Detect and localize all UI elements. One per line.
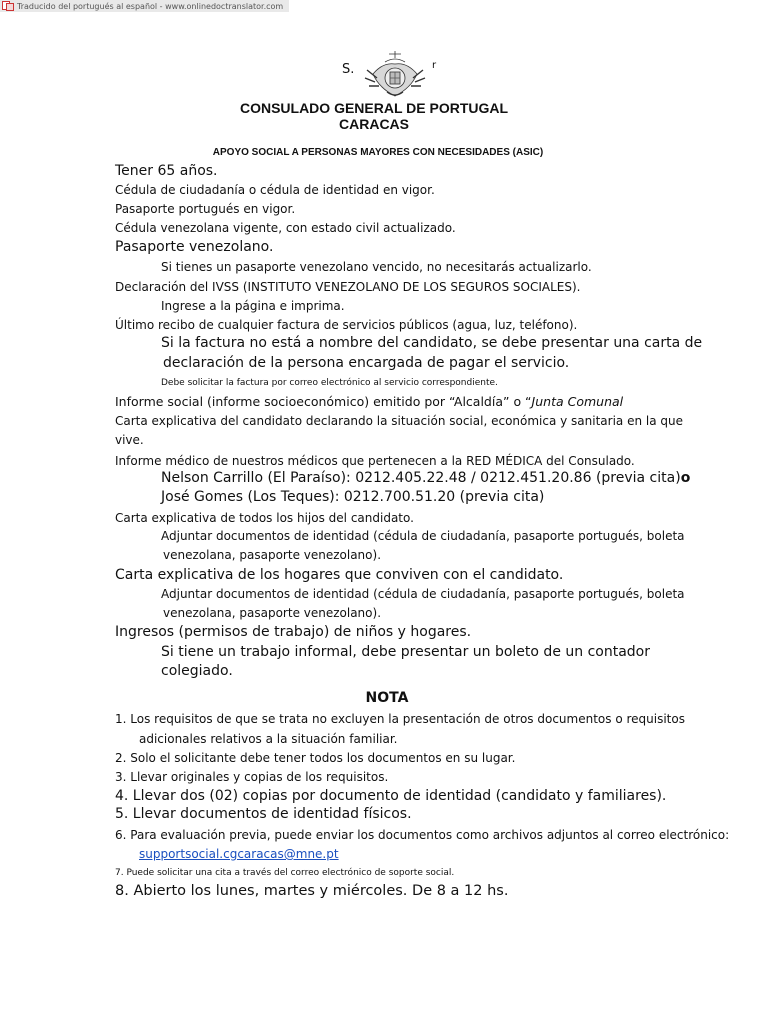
seal-left-text: S.	[342, 62, 355, 77]
support-email-link[interactable]: supportsocial.cgcaracas@mne.pt	[139, 847, 339, 861]
req-income: Ingresos (permisos de trabajo) de niños y hogares.	[115, 624, 472, 640]
translator-logo-icon	[2, 1, 14, 11]
document-header	[0, 48, 768, 100]
note-7: 7. Puede solicitar una cita a través del correo electrónico de soporte social.	[115, 868, 455, 878]
req-income-note-2: colegiado.	[161, 663, 233, 679]
note-5: 5. Llevar documentos de identidad físicos.	[115, 806, 412, 822]
req-doctor-2: José Gomes (Los Teques): 0212.700.51.20 (previa cita)	[161, 489, 545, 505]
req-candidate-letter-1: Carta explicativa del candidato declarando la situación social, económica y sanitaria en la que	[115, 414, 684, 428]
nota-heading: NOTA	[365, 690, 409, 706]
req-household-note-2: venezolana, pasaporte venezolano).	[163, 606, 382, 620]
req-income-note-1: Si tiene un trabajo informal, debe presentar un boleto de un contador	[161, 644, 650, 660]
consulate-city: CARACAS	[339, 116, 409, 132]
seal-right-text: r	[432, 60, 437, 71]
note-3: 3. Llevar originales y copias de los requisitos.	[115, 770, 389, 784]
req-utility-note-2: declaración de la persona encargada de pagar el servicio.	[163, 355, 570, 371]
note-1-line-1: 1. Los requisitos de que se trata no excluyen la presentación de otros documentos o requisitos	[115, 712, 685, 726]
req-doctor-1-suffix: o	[680, 470, 691, 486]
req-portuguese-passport: Pasaporte portugués en vigor.	[115, 202, 296, 216]
portugal-coat-of-arms-icon	[359, 48, 431, 100]
program-subtitle: APOYO SOCIAL A PERSONAS MAYORES CON NECESIDADES (ASIC)	[212, 147, 544, 158]
consulate-title: CONSULADO GENERAL DE PORTUGAL	[239, 100, 509, 116]
note-2: 2. Solo el solicitante debe tener todos los documentos en su lugar.	[115, 751, 516, 765]
req-candidate-letter-2: vive.	[115, 433, 144, 447]
req-children-letter: Carta explicativa de todos los hijos del candidato.	[115, 511, 414, 525]
req-children-note-2: venezolana, pasaporte venezolano).	[163, 548, 382, 562]
req-household-letter: Carta explicativa de los hogares que conviven con el candidato.	[115, 567, 564, 583]
note-4: 4. Llevar dos (02) copias por documento de identidad (candidato y familiares).	[115, 788, 667, 804]
req-ivss-declaration: Declaración del IVSS (INSTITUTO VENEZOLANO DE LOS SEGUROS SOCIALES).	[115, 280, 581, 294]
req-household-note-1: Adjuntar documentos de identidad (cédula de ciudadanía, pasaporte portugués, boleta	[161, 587, 685, 601]
req-doctor-1	[161, 470, 690, 486]
banner-text: Traducido del portugués al español - www.onlinedoctranslator.com	[17, 1, 284, 11]
req-utility-note-1: Si la factura no está a nombre del candidato, se debe presentar una carta de	[161, 335, 703, 351]
req-utility-bill: Último recibo de cualquier factura de servicios públicos (agua, luz, teléfono).	[115, 318, 578, 332]
req-utility-note-3: Debe solicitar la factura por correo electrónico al servicio correspondiente.	[161, 378, 498, 388]
req-passport-note: Si tienes un pasaporte venezolano vencido, no necesitarás actualizarlo.	[161, 260, 592, 274]
req-venezuelan-id: Cédula venezolana vigente, con estado civil actualizado.	[115, 221, 456, 235]
note-1-line-2: adicionales relativos a la situación familiar.	[139, 732, 398, 746]
req-citizenship-card: Cédula de ciudadanía o cédula de identidad en vigor.	[115, 183, 435, 197]
req-doctor-1-text: Nelson Carrillo (El Paraíso): 0212.405.22.48 / 0212.451.20.86 (previa cita)	[161, 470, 681, 486]
req-children-note-1: Adjuntar documentos de identidad (cédula de ciudadanía, pasaporte portugués, boleta	[161, 529, 685, 543]
req-age: Tener 65 años.	[115, 163, 218, 179]
req-ivss-note: Ingrese a la página e imprima.	[161, 299, 345, 313]
req-social-report-text: Informe social (informe socioeconómico) emitido por “Alcaldía” o “	[115, 394, 532, 409]
note-6: 6. Para evaluación previa, puede enviar los documentos como archivos adjuntos al correo electrónico:	[115, 828, 730, 842]
req-venezuelan-passport: Pasaporte venezolano.	[115, 239, 274, 255]
req-social-report	[115, 394, 623, 409]
req-social-report-italic: Junta Comunal	[531, 394, 624, 409]
translator-banner	[0, 0, 289, 12]
note-8: 8. Abierto los lunes, martes y miércoles. De 8 a 12 hs.	[115, 883, 509, 899]
req-medical-report: Informe médico de nuestros médicos que pertenecen a la RED MÉDICA del Consulado.	[115, 454, 635, 468]
